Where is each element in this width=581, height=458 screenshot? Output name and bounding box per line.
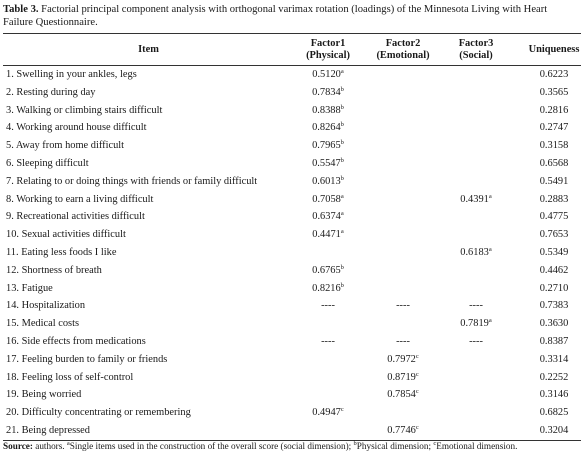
table-row	[3, 66, 581, 84]
loadings-table	[3, 33, 581, 441]
factor3-cell	[443, 84, 509, 102]
factor1-cell: ----	[321, 300, 335, 312]
table-row	[3, 404, 581, 422]
table-row	[3, 280, 581, 298]
factor2-cell	[363, 191, 443, 209]
uniqueness-cell: 0.2816	[539, 104, 569, 116]
factor1-cell	[293, 369, 363, 387]
factor3-cell	[443, 386, 509, 404]
factor2-cell	[363, 404, 443, 422]
item-cell: 10. Sexual activities difficult	[6, 229, 126, 241]
uniqueness-cell: 0.4775	[539, 211, 569, 223]
uniqueness-cell: 0.6223	[539, 69, 569, 80]
factor3-cell: 0.6183$^a$	[460, 245, 492, 258]
factor2-cell	[363, 84, 443, 102]
factor2-cell	[363, 315, 443, 333]
item-cell: 15. Medical costs	[6, 318, 80, 330]
factor3-cell	[443, 173, 509, 191]
table-label: Table 3.	[3, 4, 39, 15]
factor1-cell: 0.8388$^b$	[312, 103, 344, 116]
factor3-cell	[443, 155, 509, 173]
header-factor2: Factor2 (Emotional)	[363, 34, 443, 66]
item-cell: 5. Away from home difficult	[6, 140, 125, 152]
table-row	[3, 369, 581, 387]
item-cell: 8. Working to earn a living difficult	[6, 193, 154, 205]
factor3-cell	[443, 208, 509, 226]
factor2-cell	[363, 208, 443, 226]
factor2-cell	[363, 102, 443, 120]
factor2-cell	[363, 280, 443, 298]
uniqueness-cell: 0.8387	[539, 335, 569, 347]
table-row	[3, 315, 581, 333]
factor2-cell	[363, 155, 443, 173]
factor1-cell	[293, 422, 363, 440]
uniqueness-cell: 0.5349	[539, 246, 569, 258]
item-cell: 3. Walking or climbing stairs difficult	[6, 104, 163, 116]
item-cell: 21. Being depressed	[3, 422, 293, 440]
header-factor3: Factor3 (Social)	[443, 34, 509, 66]
factor1-cell	[293, 351, 363, 369]
factor3-cell	[443, 404, 509, 422]
header-item: Item	[3, 34, 293, 66]
uniqueness-cell: 0.6825	[539, 407, 569, 419]
item-cell: 7. Relating to or doing things with friends or family difficult	[6, 175, 258, 187]
factor2-cell	[363, 119, 443, 137]
factor3-cell	[443, 280, 509, 298]
factor1-cell: 0.7834$^b$	[312, 85, 344, 98]
table-row	[3, 102, 581, 120]
factor1-cell: ----	[321, 335, 335, 347]
factor1-cell: 0.4471$^a$	[312, 228, 344, 241]
table-row	[3, 333, 581, 351]
uniqueness-cell: 0.3204	[509, 422, 581, 440]
factor3-cell: 0.4391$^a$	[460, 192, 492, 205]
footnote-label: Source:	[3, 441, 33, 451]
factor3-cell	[443, 119, 509, 137]
uniqueness-cell: 0.6568	[539, 157, 569, 169]
factor3-cell	[443, 137, 509, 155]
table-row	[3, 244, 581, 262]
factor3-cell: ----	[469, 335, 483, 347]
item-cell: 17. Feeling burden to family or friends	[6, 353, 168, 365]
table-row	[3, 386, 581, 404]
uniqueness-cell: 0.2747	[539, 122, 569, 134]
table-footnote: Source: authors. $^a$Single items used in the construction of the overall score (social dimension); $^b$Physical dimension; $^c$Emotional dimension.	[3, 440, 518, 451]
factor1-cell	[293, 244, 363, 262]
factor2-cell: 0.7854$^c$	[387, 388, 419, 401]
uniqueness-cell: 0.3630	[539, 318, 569, 330]
item-cell: 13. Fatigue	[6, 282, 53, 294]
item-cell: 9. Recreational activities difficult	[6, 211, 145, 223]
factor1-cell: 0.8216$^b$	[312, 281, 344, 294]
factor1-cell: 0.7965$^b$	[312, 139, 344, 152]
table-row	[3, 137, 581, 155]
item-cell: 18. Feeling loss of self-control	[6, 371, 134, 383]
uniqueness-cell: 0.3314	[539, 353, 569, 365]
item-cell: 19. Being worried	[6, 389, 82, 401]
factor3-cell	[443, 351, 509, 369]
factor1-cell: 0.4947$^c$	[312, 406, 344, 419]
factor3-cell: ----	[469, 300, 483, 312]
table-row	[3, 262, 581, 280]
factor3-cell	[443, 262, 509, 280]
item-cell: 1. Swelling in your ankles, legs	[6, 69, 137, 80]
factor3-cell	[443, 369, 509, 387]
factor2-cell	[363, 262, 443, 280]
header-uniqueness: Uniqueness	[509, 34, 581, 66]
factor3-cell	[443, 226, 509, 244]
factor2-cell: ----	[396, 300, 410, 312]
factor2-cell	[363, 244, 443, 262]
item-cell: 11. Eating less foods I like	[6, 246, 117, 258]
uniqueness-cell: 0.7383	[539, 300, 569, 312]
table-title: Factorial principal component analysis with orthogonal varimax rotation (loadings) of the Minnesota Living with Heart Failure Questionnaire.	[3, 4, 548, 28]
table-body	[3, 66, 581, 441]
factor3-cell	[443, 422, 509, 440]
item-cell: 16. Side effects from medications	[6, 335, 146, 347]
factor3-cell	[443, 66, 509, 84]
factor1-cell	[293, 386, 363, 404]
factor2-cell: 0.7972$^c$	[387, 352, 419, 365]
factor3-cell	[443, 102, 509, 120]
table-row	[3, 191, 581, 209]
uniqueness-cell: 0.2710	[539, 282, 569, 294]
uniqueness-cell: 0.5491	[539, 175, 569, 187]
factor1-cell: 0.7058$^a$	[312, 192, 344, 205]
uniqueness-cell: 0.3565	[539, 86, 569, 98]
item-cell: 6. Sleeping difficult	[6, 157, 89, 169]
factor1-cell: 0.6374$^a$	[312, 210, 344, 223]
table-row	[3, 422, 581, 440]
uniqueness-cell: 0.3146	[539, 389, 569, 401]
factor2-cell	[363, 173, 443, 191]
item-cell: 12. Shortness of breath	[6, 264, 102, 276]
factor1-cell: 0.6765$^b$	[312, 263, 344, 276]
uniqueness-cell: 0.4462	[539, 264, 569, 276]
uniqueness-cell: 0.2883	[539, 193, 569, 205]
factor2-cell	[363, 137, 443, 155]
table-row	[3, 226, 581, 244]
factor1-cell: 0.6013$^b$	[312, 174, 344, 187]
factor3-cell: 0.7819$^a$	[460, 317, 492, 330]
uniqueness-cell: 0.2252	[539, 371, 569, 383]
table-caption	[3, 3, 578, 29]
factor2-cell: 0.7746$^c$	[363, 422, 443, 440]
item-cell: 2. Resting during day	[6, 86, 96, 98]
table-row	[3, 351, 581, 369]
item-cell: 14. Hospitalization	[6, 300, 86, 312]
uniqueness-cell: 0.7653	[539, 229, 569, 241]
item-cell: 20. Difficulty concentrating or remembering	[6, 407, 191, 419]
header-factor1: Factor1 (Physical)	[293, 34, 363, 66]
table-row	[3, 297, 581, 315]
table-row	[3, 208, 581, 226]
factor2-cell: 0.8719$^c$	[387, 370, 419, 383]
header-row	[3, 34, 581, 66]
factor1-cell: 0.8264$^b$	[312, 121, 344, 134]
factor2-cell: ----	[396, 335, 410, 347]
factor2-cell	[363, 226, 443, 244]
table-row	[3, 155, 581, 173]
factor1-cell	[293, 315, 363, 333]
table-row	[3, 84, 581, 102]
factor2-cell	[363, 66, 443, 84]
table-row	[3, 173, 581, 191]
uniqueness-cell: 0.3158	[539, 140, 569, 152]
factor1-cell: 0.5120$^a$	[312, 68, 344, 80]
item-cell: 4. Working around house difficult	[6, 122, 147, 134]
table-row	[3, 119, 581, 137]
factor1-cell: 0.5547$^b$	[312, 156, 344, 169]
